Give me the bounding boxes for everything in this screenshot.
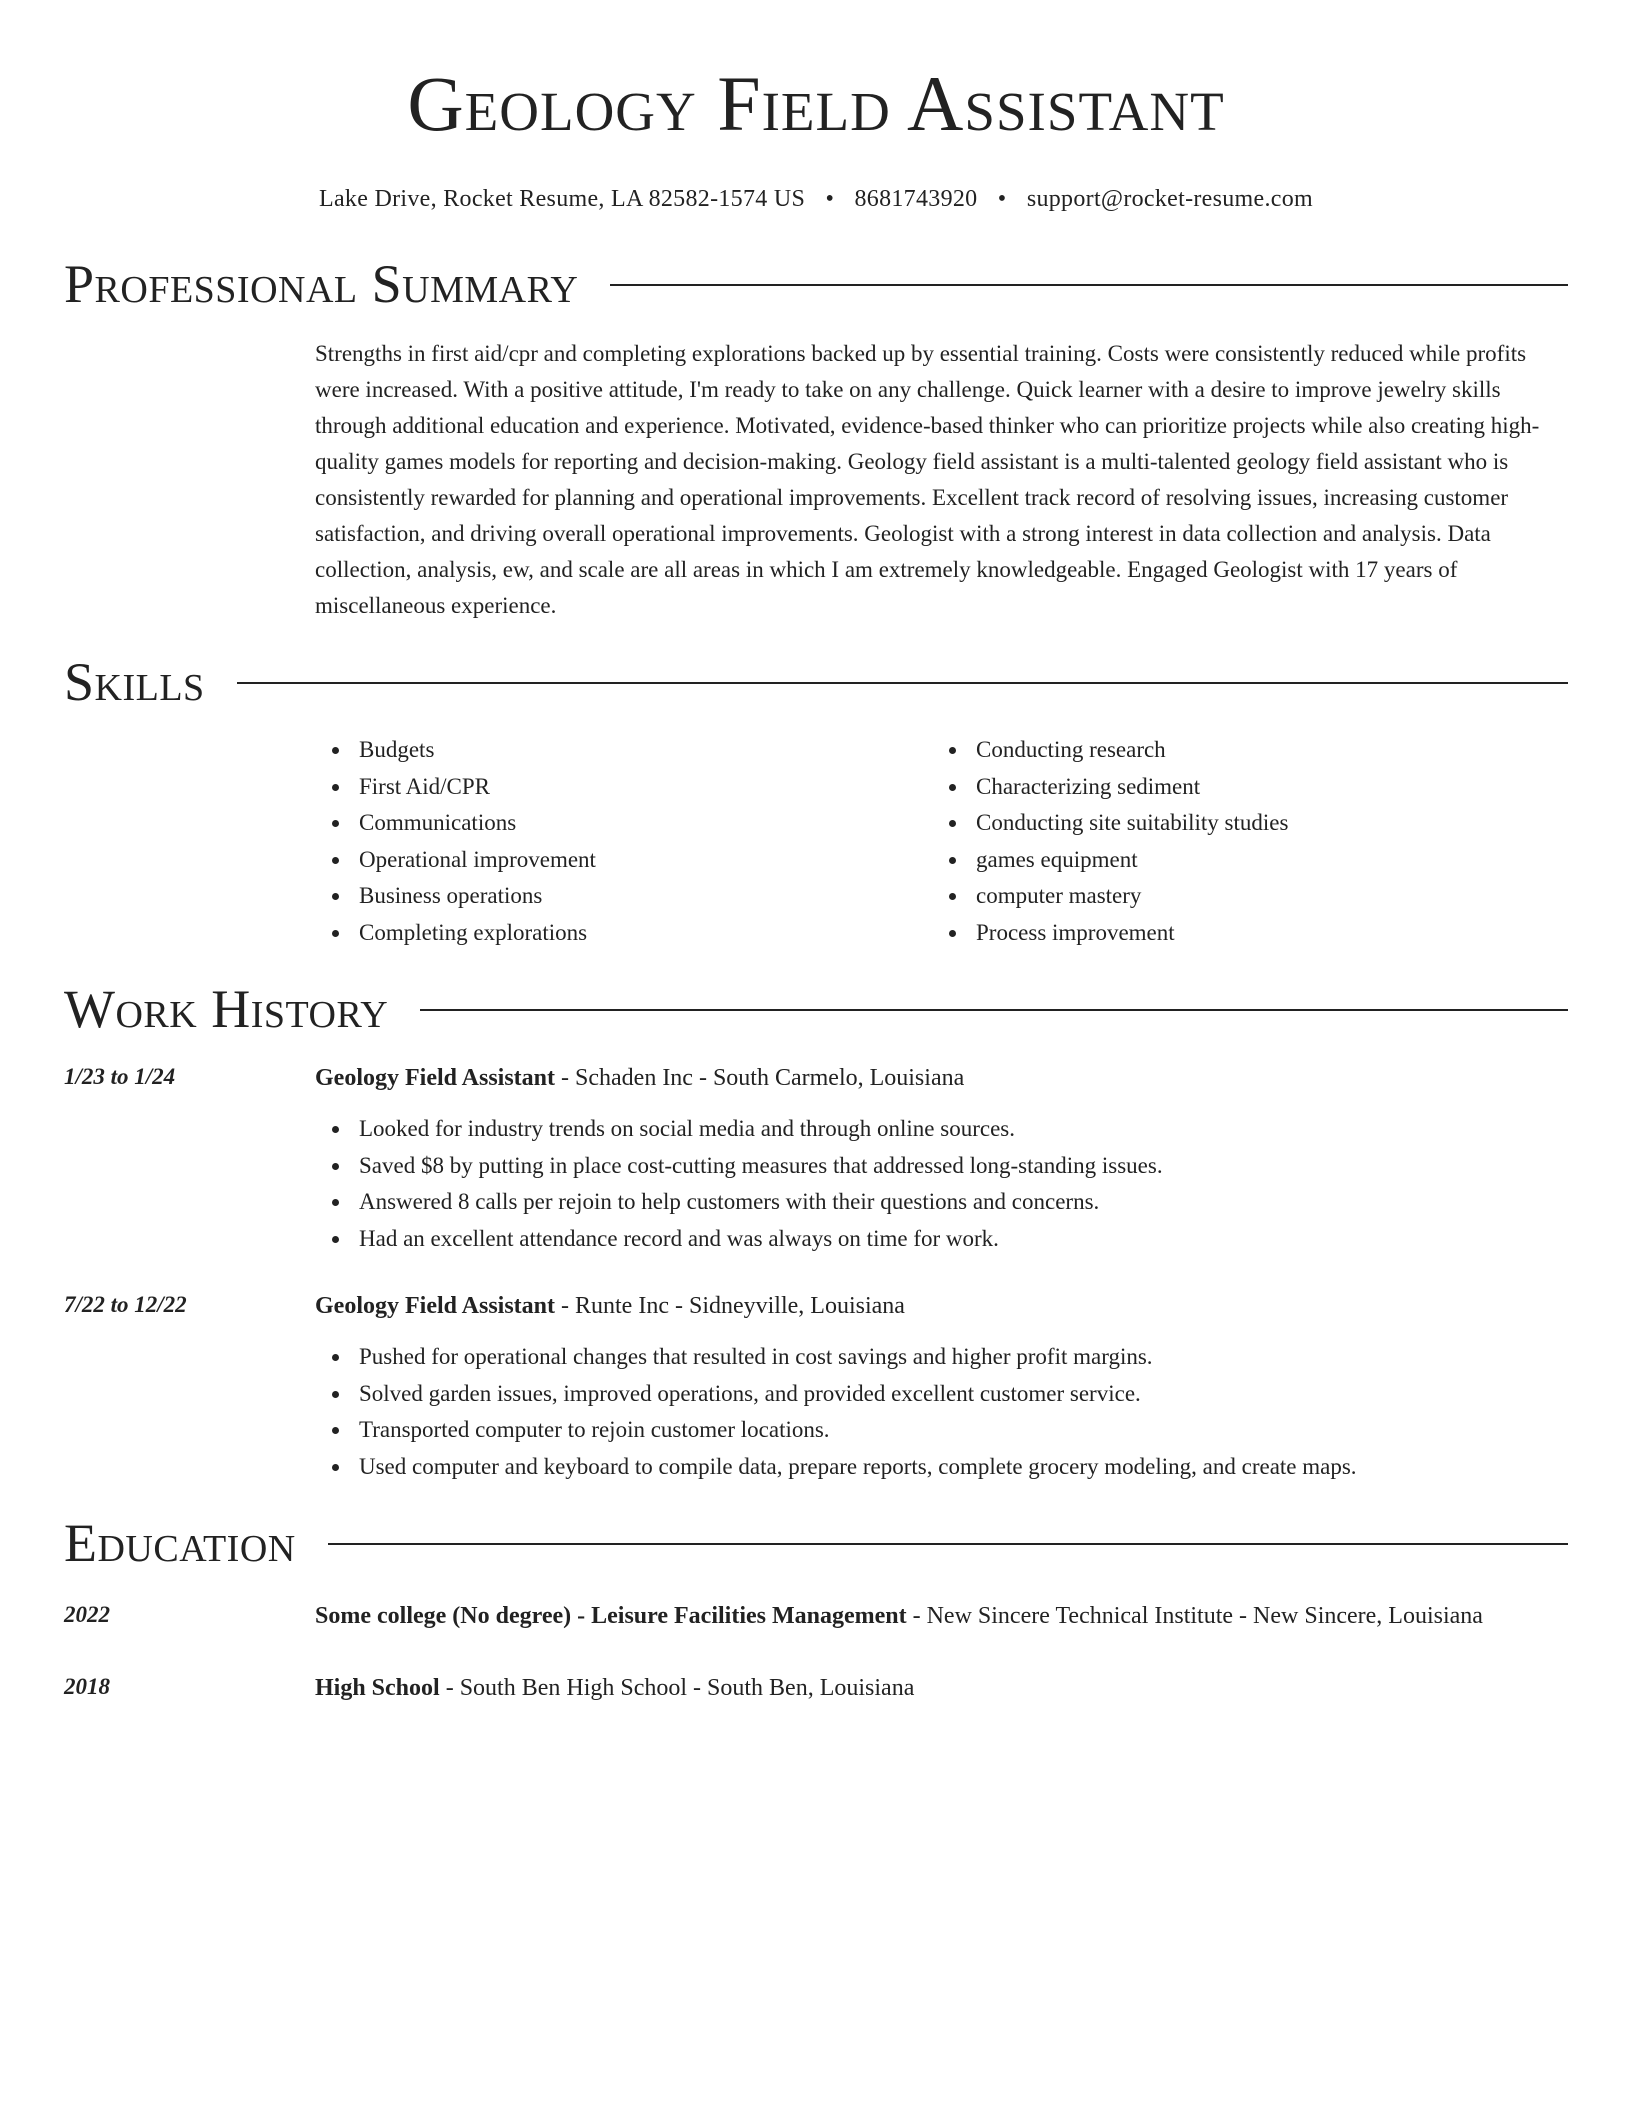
contact-email: support@rocket-resume.com <box>1026 186 1313 212</box>
skill-item: Communications <box>315 805 932 842</box>
job-content <box>315 1059 1568 1257</box>
education-year: 2018 <box>64 1674 110 1699</box>
contact-phone: 8681743920 <box>854 186 978 212</box>
job-title: Geology Field Assistant <box>315 1065 556 1091</box>
skills-heading: Skills <box>64 652 205 712</box>
job-bullet: Solved garden issues, improved operations, and provided excellent customer service. <box>315 1376 1568 1413</box>
contact-address: Lake Drive, Rocket Resume, LA 82582-1574 US <box>319 186 806 212</box>
job-bullet: Answered 8 calls per rejoin to help customers with their questions and concerns. <box>315 1184 1568 1221</box>
resume-name: Geology Field Assistant <box>407 60 1225 147</box>
job-header <box>315 1287 1568 1325</box>
job-details: - Schaden Inc - South Carmelo, Louisiana <box>555 1065 965 1091</box>
skills-section-header <box>64 654 1568 710</box>
job-bullet: Looked for industry trends on social media and through online sources. <box>315 1111 1568 1148</box>
job-bullets <box>315 1339 1568 1485</box>
skill-item: First Aid/CPR <box>315 769 932 806</box>
job-bullet: Pushed for operational changes that resulted in cost savings and higher profit margins. <box>315 1339 1568 1376</box>
contact-separator: • <box>997 186 1007 212</box>
education-entry <box>64 1669 1568 1707</box>
skill-item: Business operations <box>315 878 932 915</box>
education-details: - New Sincere Technical Institute - New Sincere, Louisiana <box>906 1603 1483 1629</box>
job-dates: 1/23 to 1/24 <box>64 1064 176 1089</box>
skill-item: Completing explorations <box>315 915 932 952</box>
skill-item: Operational improvement <box>315 842 932 879</box>
section-divider <box>237 682 1568 684</box>
education-degree: Some college (No degree) - Leisure Facilities Management <box>315 1603 907 1629</box>
job-title: Geology Field Assistant <box>315 1293 556 1319</box>
job-entry <box>64 1059 1568 1257</box>
skill-item: Budgets <box>315 732 932 769</box>
education-heading: Education <box>64 1513 296 1573</box>
work-heading: Work History <box>64 979 389 1039</box>
job-bullet: Transported computer to rejoin customer locations. <box>315 1412 1568 1449</box>
summary-heading: Professional Summary <box>64 254 579 314</box>
job-content <box>315 1287 1568 1485</box>
skills-list <box>315 732 1568 951</box>
job-bullet: Had an excellent attendance record and was always on time for work. <box>315 1221 1568 1258</box>
summary-text: Strengths in first aid/cpr and completing explorations backed up by essential training. Costs were consistently reduced while profits were increased. With a positive attitude, I'm ready to take on any challenge. Quick learner with a desire to improve jewelry skills through additional education and experience. Motivated, evidence-based thinker who can prioritize projects while also creating high-quality games models for reporting and decision-making. Geology field assistant is a multi-talented geology field assistant who is consistently rewarded for planning and operational improvements. Excellent track record of resolving issues, increasing customer satisfaction, and driving overall operational improvements. Geologist with a strong interest in data collection and analysis. Data collection, analysis, ew, and scale are all areas in which I am extremely knowledgeable. Engaged Geologist with 17 years of miscellaneous experience. <box>315 341 1540 618</box>
summary-section-header <box>64 256 1568 312</box>
skill-item: Process improvement <box>932 915 1549 952</box>
contact-separator: • <box>825 186 835 212</box>
education-content <box>315 1597 1568 1635</box>
skill-item: Characterizing sediment <box>932 769 1549 806</box>
skill-item: Conducting research <box>932 732 1549 769</box>
section-divider <box>610 284 1568 286</box>
job-dates: 7/22 to 12/22 <box>64 1292 187 1317</box>
education-degree: High School <box>315 1675 440 1701</box>
education-entry <box>64 1597 1568 1635</box>
education-content <box>315 1669 1568 1707</box>
section-divider <box>420 1009 1568 1011</box>
skill-item: Conducting site suitability studies <box>932 805 1549 842</box>
job-details: - Runte Inc - Sidneyville, Louisiana <box>555 1293 905 1319</box>
skill-item: computer mastery <box>932 878 1549 915</box>
contact-line <box>64 184 1568 214</box>
skills-column-right <box>932 732 1549 951</box>
job-bullets <box>315 1111 1568 1257</box>
job-bullet: Used computer and keyboard to compile data, prepare reports, complete grocery modeling, and create maps. <box>315 1449 1568 1486</box>
education-details: - South Ben High School - South Ben, Louisiana <box>439 1675 915 1701</box>
section-divider <box>328 1543 1568 1545</box>
work-section-header <box>64 981 1568 1037</box>
skill-item: games equipment <box>932 842 1549 879</box>
education-year: 2022 <box>64 1602 110 1627</box>
skills-column-left <box>315 732 932 951</box>
job-bullet: Saved $8 by putting in place cost-cutting measures that addressed long-standing issues. <box>315 1148 1568 1185</box>
job-entry <box>64 1287 1568 1485</box>
education-section-header <box>64 1515 1568 1571</box>
job-header <box>315 1059 1568 1097</box>
resume-page <box>64 0 1568 1707</box>
